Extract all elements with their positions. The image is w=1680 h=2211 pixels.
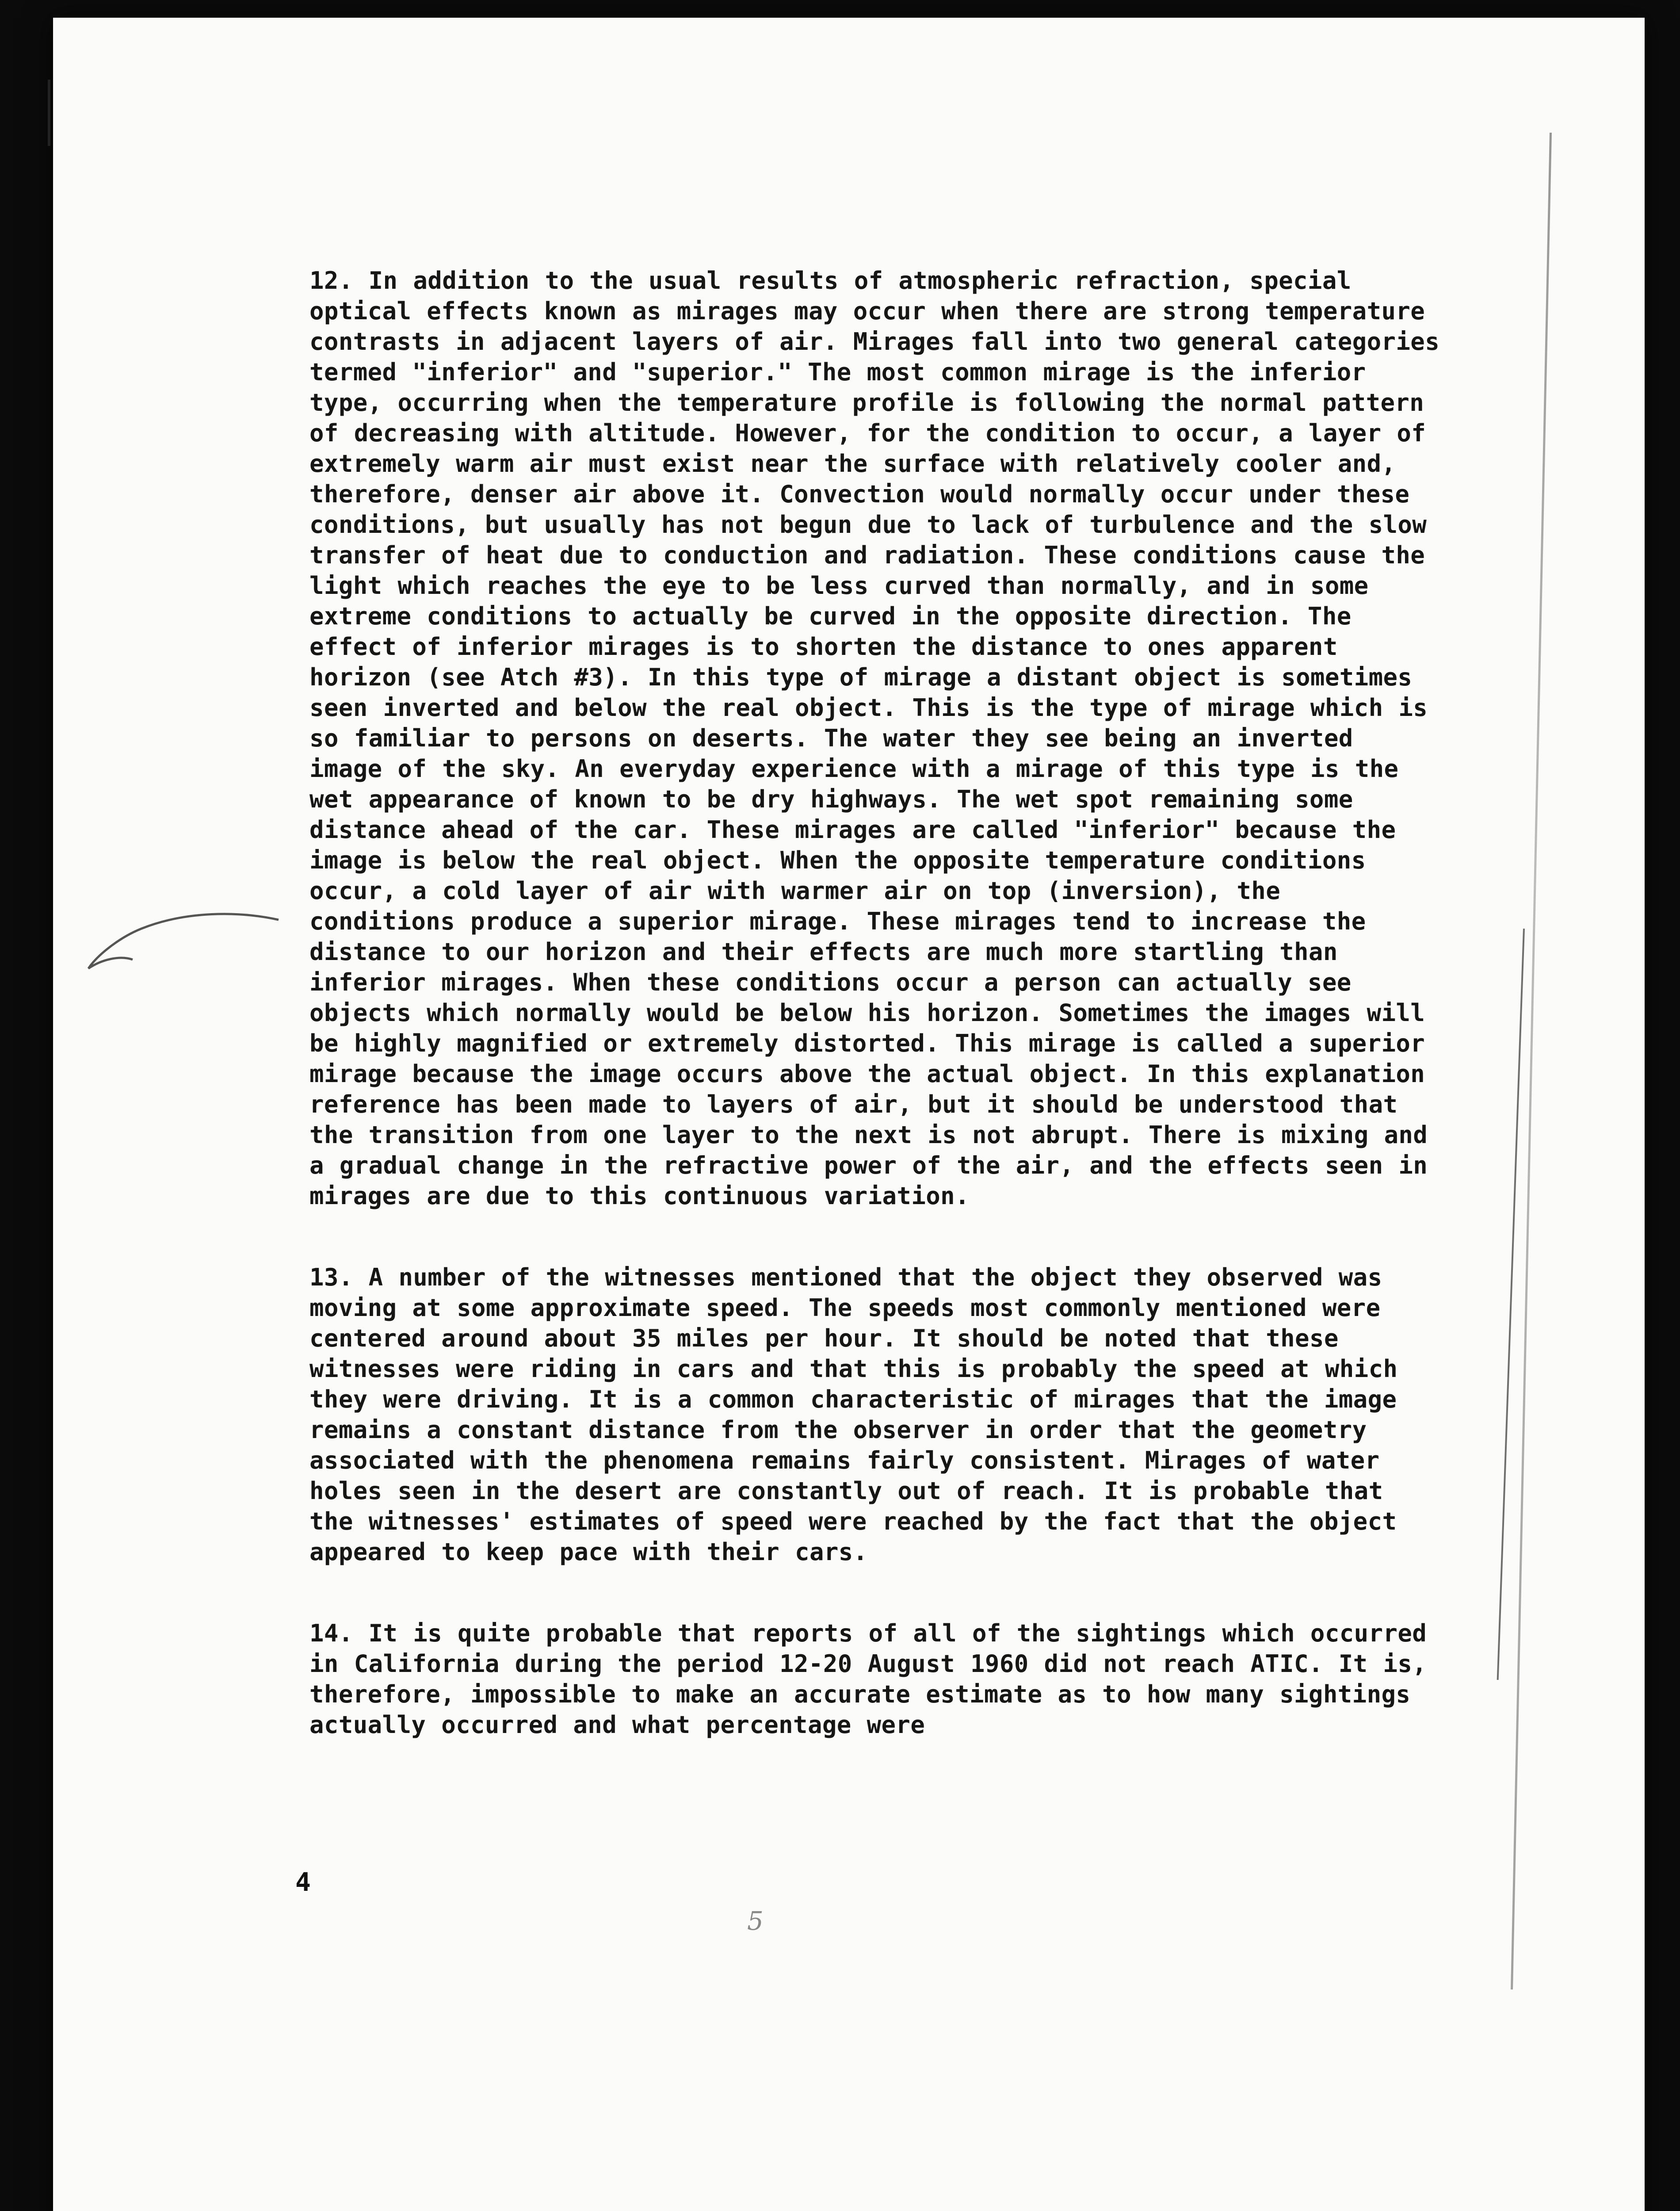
page-number: 4	[295, 1867, 311, 1897]
pencil-arrow-icon	[71, 893, 283, 999]
paragraph-13: 13. A number of the witnesses mentioned that the object they observed was moving at some approximate speed. The speeds most commonly mentioned were centered around about 35 miles per hour. It should be noted that these witnesses were riding in cars and that this is probably the speed at which they were driving. It is a common characteristic of mirages that the image remains a constant distance from the observer in order that the geometry associated with the phenomena remains fairly consistent. Mirages of water holes seen in the desert are constantly out of reach. It is probable that the witnesses' estimates of speed were reached by the fact that the object appeared to keep pace with their cars.	[309, 1263, 1398, 1566]
document-body	[309, 265, 1441, 1791]
handwritten-page-number: 5	[747, 1906, 764, 1936]
paragraph-12: 12. In addition to the usual results of atmospheric refraction, special optical effects known as mirages may occur when there are strong temperature contrasts in adjacent layers of air. Mirages fall into two general categories termed "inferior" and "superior." The most common mirage is the inferior type, occurring when the temperature profile is following the normal pattern of decreasing with altitude. However, for the condition to occur, a layer of extremely warm air must exist near the surface with relatively cooler and, therefore, denser air above it. Convection would normally occur under these conditions, but usually has not begun due to lack of turbulence and the slow transfer of heat due to conduction and radiation. These conditions cause the light which reaches the eye to be less curved than normally, and in some extreme conditions to actually be curved in the opposite direction. The effect of inferior mirages is to shorten the distance to ones apparent horizon (see Atch #3). In this type of mirage a distant object is sometimes seen inverted and below the real object. This is the type of mirage which is so familiar to persons on deserts. The water they see being an inverted image of the sky. An everyday experience with a mirage of this type is the wet appearance of known to be dry highways. The wet spot remaining some distance ahead of the car. These mirages are called "inferior" because the image is below the real object. When the opposite temperature conditions occur, a cold layer of air with warmer air on top (inversion), the conditions produce a superior mirage. These mirages tend to increase the distance to our horizon and their effects are much more startling than inferior mirages. When these conditions occur a person can actually see objects which normally would be below his horizon. Sometimes the images will be highly magnified or extremely distorted. This mirage is called a superior mirage because the image occurs above the actual object. In this explanation reference has been made to layers of air, but it should be understood that the transition from one layer to the next is not abrupt. There is mixing and a gradual change in the refractive power of the air, and the effects seen in mirages are due to this continuous variation.	[309, 267, 1440, 1210]
margin-mark-icon	[48, 80, 50, 146]
paragraph-14: 14. It is quite probable that reports of all of the sightings which occurred in California during the period 12-20 August 1960 did not reach ATIC. It is, therefore, impossible to make an accurate estimate as to how many sightings actually occurred and what percentage were	[309, 1619, 1427, 1739]
document-page	[53, 18, 1645, 2211]
